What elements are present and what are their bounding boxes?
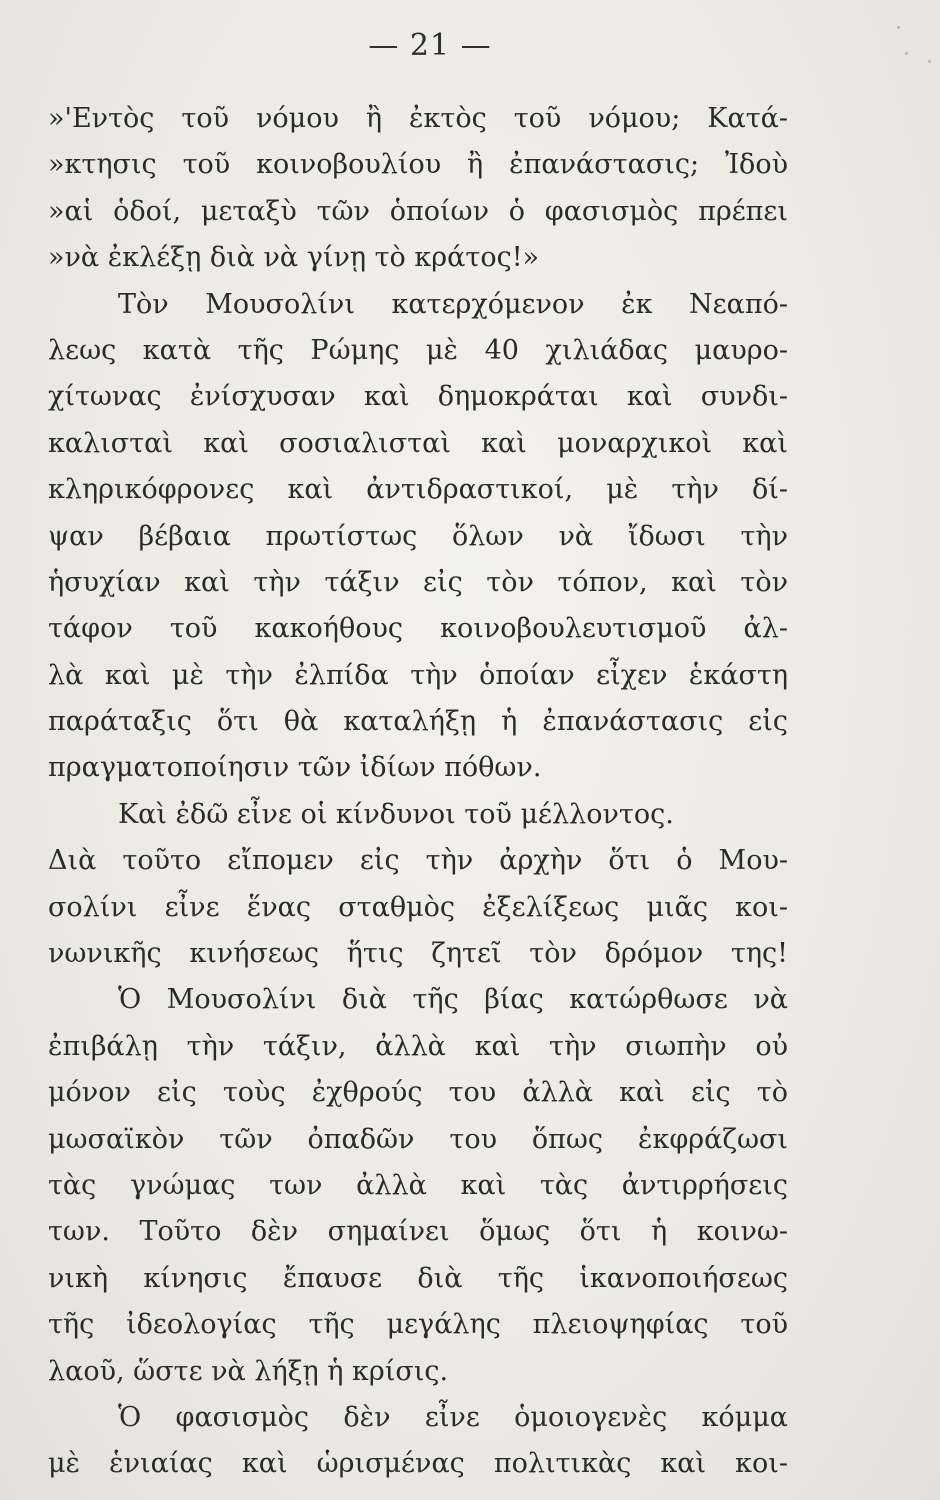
body-text [48, 96, 788, 1488]
text-line: »νὰ ἐκλέξῃ διὰ νὰ γίνῃ τὸ κράτος!» [48, 242, 540, 274]
text-line: τὰς γνώμας των ἀλλὰ καὶ τὰς ἀντιρρήσεις [48, 1169, 788, 1201]
paper-speck [905, 52, 908, 55]
text-line: »κτησις τοῦ κοινοβουλίου ἢ ἐπανάστασις; Ἰδοὺ [48, 149, 788, 181]
paper-speck [897, 26, 900, 29]
text-line: μωσαϊκὸν τῶν ὀπαδῶν του ὅπως ἐκφράζωσι [48, 1123, 788, 1155]
paper-speck [928, 60, 931, 63]
text-line: ψαν βέβαια πρωτίστως ὅλων νὰ ἴδωσι τὴν [48, 520, 788, 552]
text-line: νικὴ κίνησις ἔπαυσε διὰ τῆς ἱκανοποιήσεως [48, 1262, 788, 1294]
text-line: λὰ καὶ μὲ τὴν ἐλπίδα τὴν ὁποίαν εἶχεν ἑκάστη [48, 659, 788, 691]
text-line: των. Τοῦτο δὲν σημαίνει ὅμως ὅτι ἡ κοινω- [48, 1216, 788, 1248]
text-line: μόνον εἰς τοὺς ἐχθρούς του ἀλλὰ καὶ εἰς τὸ [48, 1077, 788, 1109]
text-line: μὲ ἑνιαίας καὶ ὡρισμένας πολιτικὰς καὶ κοι- [48, 1448, 788, 1480]
text-line: »'Εντὸς τοῦ νόμου ἢ ἐκτὸς τοῦ νόμου; Κατά- [48, 103, 788, 134]
text-line: Ὁ φασισμὸς δὲν εἶνε ὁμοιογενὲς κόμμα [118, 1401, 788, 1433]
text-line: παράταξις ὅτι θὰ καταλήξῃ ἡ ἐπανάστασις εἰς [48, 706, 788, 738]
text-line: Καὶ ἐδῶ εἶνε οἱ κίνδυνοι τοῦ μέλλοντος. [118, 798, 674, 830]
text-line: λαοῦ, ὥστε νὰ λήξῃ ἡ κρίσις. [48, 1355, 449, 1387]
text-line: νωνικῆς κινήσεως ἥτις ζητεῖ τὸν δρόμον της! [48, 938, 788, 970]
text-line: Τὸν Μουσολίνι κατερχόμενον ἐκ Νεαπό- [118, 288, 788, 320]
text-line: λεως κατὰ τῆς Ρώμης μὲ 40 χιλιάδας μαυρο- [48, 334, 788, 366]
text-line: κληρικόφρονες καὶ ἀντιδραστικοί, μὲ τὴν δί- [48, 474, 788, 506]
text-line: τάφον τοῦ κακοήθους κοινοβουλευτισμοῦ ἀλ- [48, 613, 788, 645]
text-line: σολίνι εἶνε ἕνας σταθμὸς ἐξελίξεως μιᾶς κοι- [48, 891, 788, 923]
text-line: Ὁ Μουσολίνι διὰ τῆς βίας κατώρθωσε νὰ [118, 984, 788, 1016]
text-line: τῆς ἰδεολογίας τῆς μεγάλης πλειοψηφίας τοῦ [48, 1309, 788, 1341]
text-line: ἐπιβάλῃ τὴν τάξιν, ἀλλὰ καὶ τὴν σιωπὴν οὐ [48, 1030, 788, 1062]
text-line: »αἱ ὁδοί, μεταξὺ τῶν ὁποίων ὁ φασισμὸς πρέπει [48, 195, 788, 227]
text-line: καλισταὶ καὶ σοσιαλισταὶ καὶ μοναρχικοὶ καὶ [48, 427, 788, 459]
page-number: — 21 — [368, 28, 492, 63]
text-line: ἡσυχίαν καὶ τὴν τάξιν εἰς τὸν τόπον, καὶ τὸν [48, 566, 788, 598]
text-line: χίτωνας ἐνίσχυσαν καὶ δημοκράται καὶ συνδι- [48, 381, 788, 413]
text-line: Διὰ τοῦτο εἴπομεν εἰς τὴν ἀρχὴν ὅτι ὁ Μου- [48, 845, 788, 877]
text-line: πραγματοποίησιν τῶν ἰδίων πόθων. [48, 752, 542, 784]
